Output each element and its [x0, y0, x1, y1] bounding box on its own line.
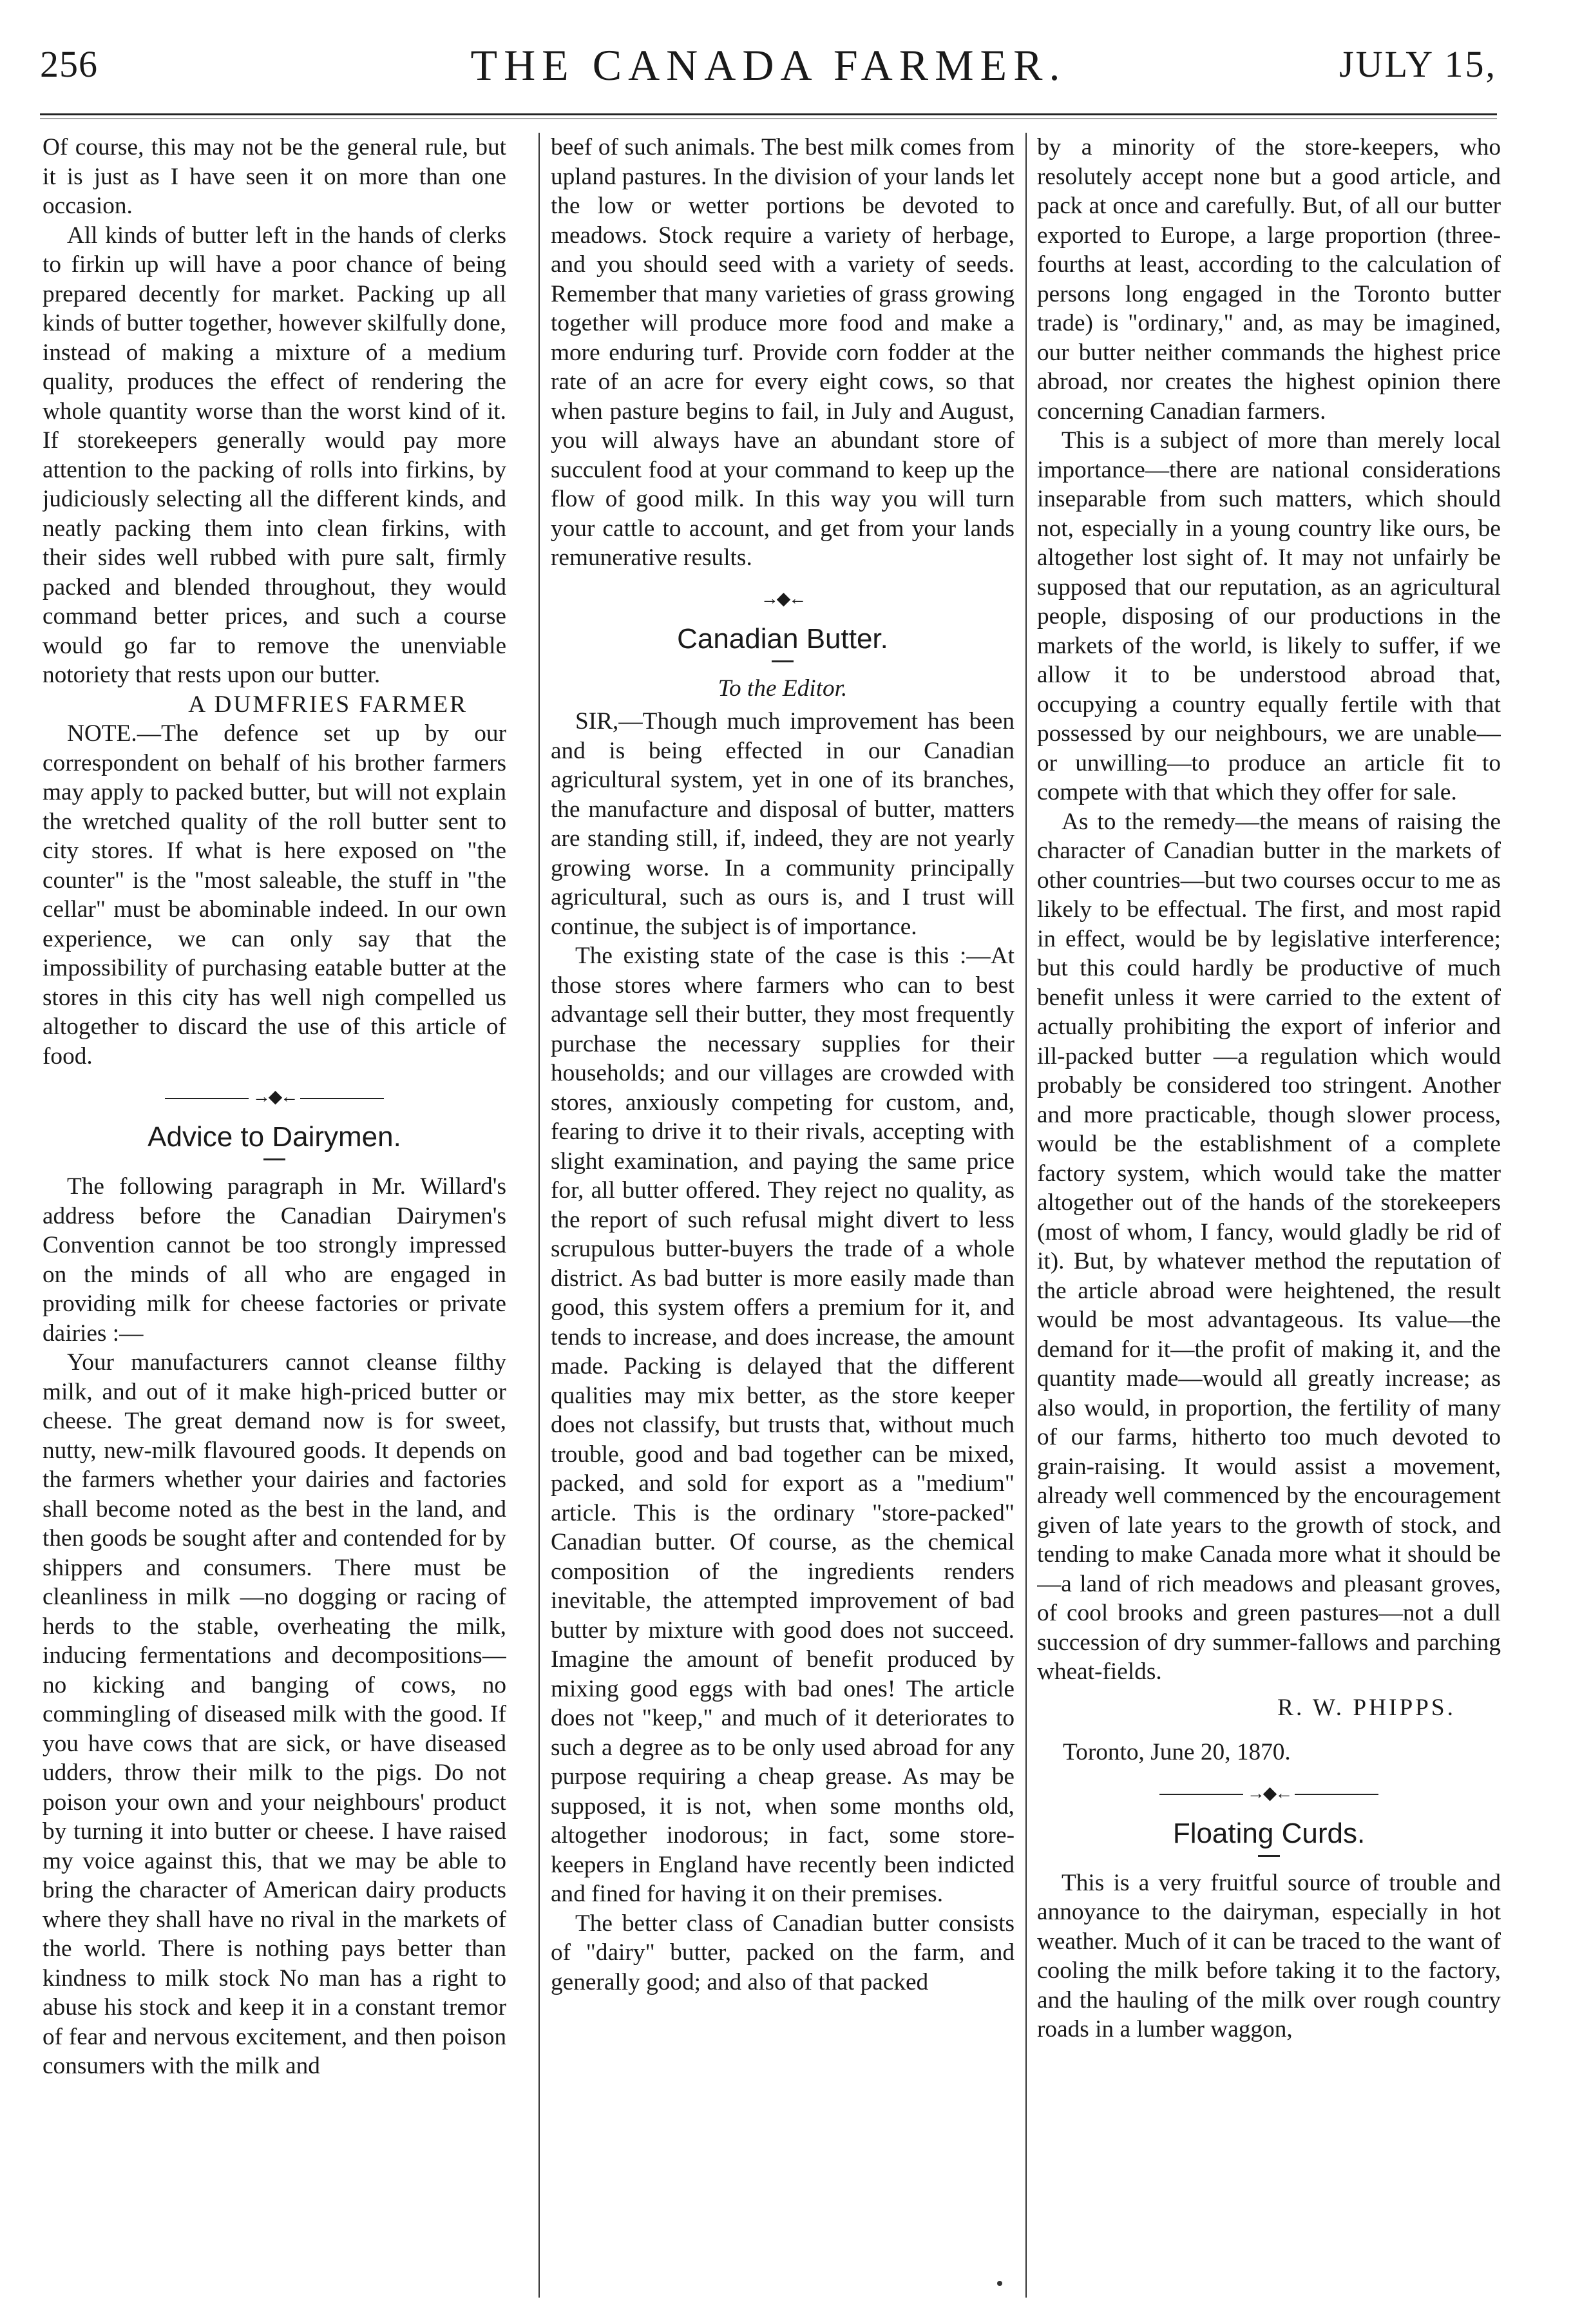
- note-text: —The defence set up by our correspondent on behalf of his brother farmers may apply to packed butter, but will not explain the wretched quality of the roll butter sent to city stores. If what is here exposed on "the counter" is the "most saleable, the stuff in "the cellar" must be abominable indeed. In our own experience, we can only say that the impossibility of purchasing eatable butter at the stores in this city has well nigh compelled us altogether to discard the use of this article of food.: [43, 720, 506, 1070]
- paragraph: SIR,—Though much improvement has been and is being effected in our Canadian agricultural system, yet in one of its branches, the manufacture and disposal of butter, matters are standing still, if, indeed, they are not yearly growing worse. In a community principally agricultural, such as ours is, and I trust will continue, the subject is of importance.: [551, 708, 1015, 940]
- heading-dash: [1258, 1855, 1280, 1857]
- paragraph: All kinds of butter left in the hands of clerks to firkin up will have a poor chance of being prepared decently for market. Packing up all kinds of butter together, however skilfully done, instead of making a mixture of a medium quality, produces the effect of rendering the whole quantity worse than the worst kind of it. If storekeepers generally would pay more attention to the packing of rolls into firkins, by judiciously selecting all the different kinds, and neatly packing them into clean firkins, with their sides well rubbed with pure salt, firmly packed and blended throughout, they would command better prices, and such a course would go far to remove the unenviable notoriety that rests upon our butter.: [43, 222, 506, 688]
- paragraph: As to the remedy—the means of raising the character of Canadian butter in the markets of other countries—but two courses occur to me as likely to be effectual. The first, and most rapid in effect, would be by legislative interference; but this could hardly be productive of much benefit unless it were carried to the extent of actually prohibiting the export of inferior and ill-packed butter —a regulation which would probably be considered too stringent. Another and more practicable, though slower process, would be the establishment of a complete factory system, which would take the matter altogether out of the hands of the storekeepers (most of whom, I fancy, would gladly be rid of it). But, by whatever method the reputation of the article abroad were heightened, the result would be most advantageous. Its value—the demand for it—the profit of making it, and the quantity made—would all greatly increase; as also would, in proportion, the fertility of many of our farms, hitherto too much devoted to grain-raising. It would assist a movement, already well commenced by the encouragement given of late years to the growth of stock, and tending to make Canada more what it should be—a land of rich meadows and pleasant groves, of cool brooks and green pastures—not a dull succession of dry summer-fallows and parching wheat-fields.: [1037, 808, 1501, 1685]
- column-divider-2: [1025, 133, 1027, 2298]
- article-heading: Canadian Butter.: [677, 622, 888, 655]
- paragraph: Your manufacturers cannot cleanse filthy milk, and out of it make high-priced butter or cheese. The great demand now is for sweet, nutty, new-milk flavoured goods. It depends on the farmers whether your dairies and factories shall become noted as the best in the land, and then goods be sought after and contended for by shippers and consumers. There must be cleanliness in milk —no dogging or racing of herds to the stable, overheating the milk, inducing fermentations and decompositions—no kicking and banging of cows, no commingling of diseased milk with the good. If you have cows that are sick, or have diseased udders, throw their milk to the pigs. Do not poison your own and your neighbours' product by turning it into butter or cheese. I have raised my voice against this, that we may be able to bring the character of American dairy products where they shall have no rival in the markets of the world. There is nothing pays better than kindness to milk stock No man has a right to abuse his stock and keep it in a constant tremor of fear and nervous excitement, and then poison consumers with the milk and: [43, 1349, 506, 2079]
- paragraph: The following paragraph in Mr. Willard's address before the Canadian Dairymen's Convention cannot be too strongly impressed on the minds of all who are engaged in providing milk for cheese factories or private dairies :—: [43, 1173, 506, 1347]
- paragraph: beef of such animals. The best milk comes from upland pastures. In the division of your lands let the low or wetter portions be devoted to meadows. Stock require a variety of herbage, and you should seed with a variety of seeds. Remember that many varieties of grass growing together will produce more food and make a more enduring turf. Provide corn fodder at the rate of an acre for every eight cows, so that when pasture begins to fail, in July and August, you will always have an abundant store of succulent food at your command to keep up the flow of good milk. In this way you will turn your cattle to account, and get from your lands remunerative results.: [551, 134, 1015, 571]
- heading-dash: [772, 660, 794, 662]
- paragraph: The better class of Canadian butter consists of "dairy" butter, packed on the farm, and generally good; and also of that packed: [551, 1910, 1015, 1995]
- issue-date: JULY 15,: [1339, 43, 1497, 85]
- page-header: [40, 36, 1497, 107]
- section-separator: [43, 1086, 506, 1108]
- letter-date: Toronto, June 20, 1870.: [1063, 1739, 1291, 1765]
- paragraph: by a minority of the store-keepers, who resolutely accept none but a good article, and pack at once and carefully. But, of all our butter exported to Europe, a large proportion (three-fourths at least, according to the calculation of persons long engaged in the Toronto butter trade) is "ordinary," and, as may be imagined, our butter neither commands the highest price abroad, nor creates the highest opinion there concerning Canadian farmers.: [1037, 134, 1501, 425]
- column-1: [43, 133, 506, 2310]
- paragraph: Of course, this may not be the general rule, but it is just as I have seen it on more than one occasion.: [43, 134, 506, 219]
- page-speck: [997, 2281, 1002, 2286]
- header-rule: [40, 113, 1497, 115]
- section-separator: [1037, 1783, 1501, 1805]
- note-label: NOTE.: [67, 720, 137, 747]
- paragraph: This is a subject of more than merely local importance—there are national considerations inseparable from such matters, which should not, especially in a young country like ours, be altogether lost sight of. It may not unfairly be supposed that our reputation, as an agricultural people, disposing of our productions in the markets of the world, is likely to suffer, if we allow it to be understood abroad that, occupying a country equally fertile with that possessed by our neighbours, we are unable—or unwilling—to produce an article fit to compete with that which they offer for sale.: [1037, 427, 1501, 805]
- column-2: [551, 133, 1015, 2310]
- editor-note: [43, 719, 506, 1071]
- masthead-title: THE CANADA FARMER.: [470, 41, 1067, 90]
- article-heading: Floating Curds.: [1172, 1817, 1366, 1849]
- separator-ornament: →◆←: [1246, 1783, 1291, 1803]
- article-heading: Advice to Dairymen.: [148, 1121, 401, 1153]
- separator-ornament: →◆←: [760, 588, 805, 609]
- paragraph: The existing state of the case is this :—At those stores where farmers who can to best advantage sell their butter, they most frequently purchase the necessary supplies for their households; and our villages are crowded with stores, anxiously competing for custom, and, fearing to drive it to their rivals, accepting with slight examination, and paying the same price for, all butter offered. They reject no quality, as the report of such refusal might divert to less scrupulous butter-buyers the trade of a whole district. As bad butter is more easily made than good, this system offers a premium for it, and tends to increase, and does increase, the amount made. Packing is delayed that the different qualities may mix better, as the store keeper does not classify, but trusts that, without much trouble, good and bad together can be mixed, packed, and sold for export as a "medium" article. This is the ordinary "store-packed" Canadian butter. Of course, as the chemical composition of the ingredients renders inevitable, the attempted improvement of bad butter by mixture with good does not succeed. Imagine the amount of benefit produced by mixing good eggs with bad ones! The article does not "keep," and much of it deteriorates to such a degree as to be only used abroad for any purpose requiring a cheap grease. As may be supposed, it is not, when some months old, altogether inodorous; in fact, some store-keepers in England have recently been indicted and fined for having it on their premises.: [551, 943, 1015, 1907]
- letter-signature: R. W. PHIPPS.: [1277, 1694, 1456, 1721]
- section-separator: [551, 588, 1015, 610]
- separator-ornament: →◆←: [252, 1087, 297, 1107]
- heading-dash: [263, 1158, 285, 1160]
- letter-signature: A DUMFRIES FARMER: [188, 691, 468, 718]
- paragraph: This is a very fruitful source of trouble and annoyance to the dairyman, especially in hot weather. Much of it can be traced to the want of cooling the milk before taking it to the factory, and the hauling of the milk over rough country roads in a lumber waggon,: [1037, 1869, 1501, 2042]
- page-number: 256: [40, 43, 98, 85]
- column-3: [1037, 133, 1501, 2310]
- column-divider-1: [538, 133, 540, 2298]
- to-editor-line: To the Editor.: [718, 675, 848, 702]
